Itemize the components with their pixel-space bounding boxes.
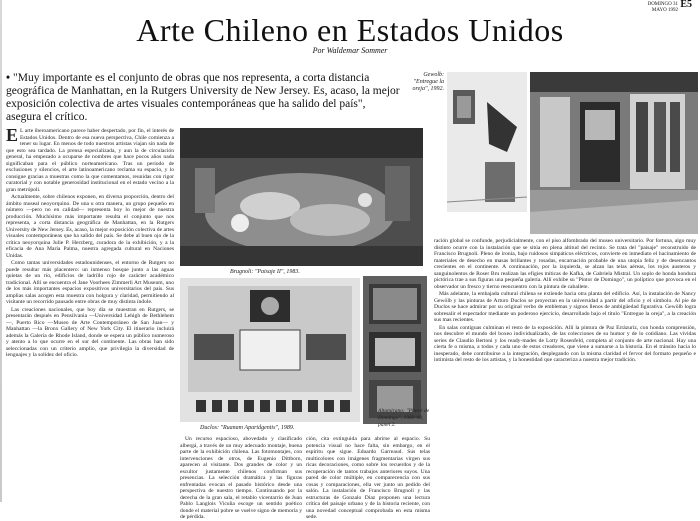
photo-gallery-art <box>530 72 698 234</box>
article-column-3 <box>306 436 430 520</box>
caption-altamirano: Altamirano: "Pintor de Domingo", 1989-90, panel 2. <box>378 408 430 428</box>
photo-duclos <box>180 278 360 422</box>
date-line: MAYO 1992 <box>651 8 678 13</box>
date-line: DOMINGO 31 <box>647 2 678 7</box>
pull-quote-bullet: • <box>6 72 11 84</box>
drop-cap: E <box>6 125 19 145</box>
photo-gallery-room <box>530 72 698 234</box>
paragraph: ración global se confunde, perjudicialmente, con el piso alfombrado del museo universitario. Por fortuna, algo muy distinto ocurre con la instalación que se sitúa en plena altitud del recinto. Se trata del "paisaje" reconstruido de Francisco Brugnoli. Pleno de ironía, bajo ruidosos simpáticos eléctricos, convierte en inmediato el hacinamiento de materiales de desecho en masas brillantes y rosadas, encarnación probable de una utopía feliz y de desencantos crecientes en el continente. A continuación, por la izquierda, se alzan las telas aéreas, los rojos austeros y sanguinolentos de Roser Bru realizan las efigies míticas de Kafka, de Gabriela Mistral. Un soplo de honda hondura pictórica trae a sus figuras una pequeña galería. Allí exhibe su "Pintor de Domingo", un políptico que provoca en el observador un fresco y tierno reencuentro con la pintura de caballete. <box>434 238 696 290</box>
photo-gewolb-art <box>447 72 527 212</box>
photo-brugnoli-art <box>180 128 423 266</box>
paragraph: Como tantas universidades estadounidenses, el entorno de Rutgers no puede resultar más placentero: un inmenso bosque junto a las aguas quietas de un río, edificios de ladrillo rojo de carácter académico tradicional. Allí se encuentra el Jane Voorhees Zimmerli Art Museum, uno de los más importantes espacios expositivos universitarios del país. Sus amplias salas acogen esta muestra con holgura y claridad, permitiendo al visitante un recorrido pausado entre obras de muy distinta índole. <box>6 260 174 305</box>
photo-altamirano <box>363 276 427 424</box>
photo-gewolb-installation <box>447 72 527 212</box>
article-column-2 <box>180 436 302 520</box>
paragraph: ción, cita extinguida para abrirse al espacio. Su potencia visual no hace falta, sin embargo, en el espíritu que sigue. Eduardo Garreaud. Sus telas multicolores con imágenes fragmentarias virgen sus ricas decoraciones, como sobre los recuerdos y de la recuperación de tantos trabajos anteriores suyos. Una pared de color múltiple, en comparecencia con sus cosas y comparaciones, ella ver junto un pedido del salón. La instalación de Francisco Brugnoli y las estructuras de Gonzalo Díaz proponen una lectura crítica del paisaje urbano y de la historia reciente, con una novedad conceptual comprobada en esta misma sede. <box>306 436 430 520</box>
photo-brugnoli-paisaje <box>180 128 423 266</box>
article-title: Arte Chileno en Estados Unidos <box>136 12 564 48</box>
paragraph: Más adelante, la embajada cultural chilena se extiende hacia otra planta del edificio. Así, la instalación de Nancy Gewölb y las pinturas de Arturo Duclos se proyectan en la universidad a partir del oficio y el símbolo. Al pie de Duclos se hace admirar por su original verbo de emblemas y signos llenos de ambigüedad figurativa. Gewölb logra sobresalir el espectador mediante un poderoso ejercicio, desarrollado bajo el título "Entregue la oreja", a la creación sus mas recientes. <box>434 291 696 323</box>
photo-duclos-art <box>180 278 360 422</box>
article-column-1 <box>6 125 175 498</box>
article-column-4 <box>434 238 696 500</box>
photo-altamirano-art <box>363 276 427 424</box>
paragraph: L arte iberoamericano parece haber despertado, por fin, el interés de Estados Unidos. Dentro de esa nueva perspectiva, Chile comienza a tener su lugar. En menos de todo nuestros artistas viajan sin nada de que esto sea tardado. La prensa especializada, y aun la de circulación general, ha empezado a ocuparse de nombres que hace pocos años nada significaban para el público norteamericano. Tras un período de exclusiones y silencios, el arte latinoamericano reclama su espacio, y lo consigue gracias a muestras como la que comentamos, reunidas con rigor curatorial y con notable generosidad institucional en el estado vecino a la gran metrópoli. <box>6 128 174 193</box>
page-number: E5 <box>680 0 692 10</box>
paper-fold-left <box>0 0 2 502</box>
caption-duclos: Duclos: "Ruanam Aparidgentis", 1989. <box>200 425 295 431</box>
caption-gewolb: Gewolb: "Entregue la oreja", 1992. <box>412 72 444 92</box>
paragraph: En salas contiguas culminan el resto de la exposición. Allí la pintura de Paz Errázuriz, con honda comprensión, nos descubre el mundo del boxeo individualizado, de las colecciones de su humor y de lo cotidiano. Las vívidas series de Claudio Bertoni y los ready-mades de Lotty Rosenfeld, completa al conjunto de arte nacional. Hay una cierta fe o misma, a todos y cada uno de estos creadores, que viene a sumarse a la historia. En el tránsito hacia lo inesperado, debe contribuirse a la integración, desplegando con la misma claridad el fervor del formato pequeño e intimista del resto de los artistas, y la honestidad que caracteriza a nuestra mejor tradición. <box>434 324 696 363</box>
pull-quote-text: "Muy importante es el conjunto de obras que nos representa, a corta distancia geográfica de Manhattan, en la Rutgers University de New Jersey. Es, acaso, la mejor exposición colectiva de artes visuales contemporáneas que ha salido del país", asegura el crítico. <box>6 72 400 123</box>
pull-quote <box>6 72 401 124</box>
paragraph: Las creaciones nacionales, que hoy día se muestran en Rutgers, se presentarán después en Pensilvania —Universidad Lehigh de Bethlehem—, Puerto Rico —Museo de Arte Contemporáneo de San Juan— y Manhattan —la Bronx Gallery of New York City. El itinerario incluirá además la Galería de Rhode Island, donde se espera un público numeroso y atento a lo que ocurre en el sur del continente. Las obras han sido seleccionadas con un criterio amplio, que privilegia la diversidad de lenguajes y la solidez del oficio. <box>6 306 174 358</box>
caption-brugnoli: Brugnoli: "Paisaje II", 1983. <box>230 269 300 275</box>
article-byline: Por Waldemar Sommer <box>312 46 388 55</box>
paragraph: Un recurso espacioso, abovedado y clasificado albergá, a través de un muy adecuado montaje, buena parte de la exhibición chilena. Las fotomontajes, con intervenciones de otros, de Eugenio Dittborn, aparecen al visitante. Dos grandes de color y un escultor justamente chilenos confirman sus presencias. La selección dramática y las figuras enfrentadas evocan el pasado histórico desde una perspectiva de nuestro tiempo. Continuando por la derecha de la gran sala, el retablo vicentarrio de Juan Pablo Langlois Vicuña escoge un sentido poético donde el material pobre se vuelve signo de memoria y de pérdida. <box>180 436 302 520</box>
paragraph: Actualmente, sobre chilenos exponen, en diversa proporción, dentro del ámbito museal neoyorquino. De una u otra manera, un grupo pequeño en número —pero no en calidad— representa hoy lo mejor de nuestra producción. Muchísimo más importante resulta el conjunto que nos representa, a corta distancia geográfica de Manhattan, en la Rutgers University de New Jersey. Es, acaso, la mejor exposición colectiva de artes visuales contemporáneas que ha salido del país. Se debe al buen ojo de la crítica neoyorquina Julie P. Herzberg, curadora de la exhibición, y a la eficacia de Ana María Palma, nuestra agregada cultural en Naciones Unidas. <box>6 194 175 259</box>
